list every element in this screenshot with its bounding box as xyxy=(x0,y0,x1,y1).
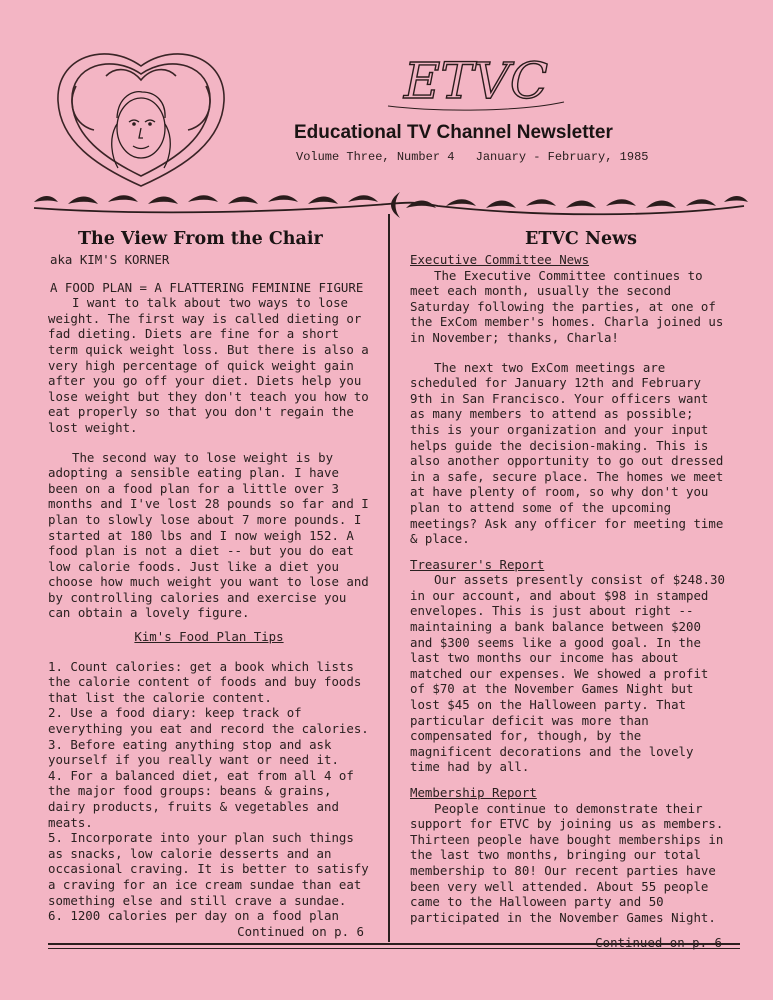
executive-committee-section xyxy=(410,252,728,547)
section-paragraph: The Executive Committee continues to meet each month, usually the second Saturday following the parties, at one of the ExCom member's homes. Charla joined us in November; thanks, Charla! xyxy=(410,267,724,345)
membership-section xyxy=(410,785,728,925)
continued-note: Continued on p. 6 xyxy=(237,923,364,939)
article-headline: A FOOD PLAN = A FLATTERING FEMININE FIGURE xyxy=(50,279,364,295)
section-paragraph: Our assets presently consist of $248.30 in our account, and about $98 in stamped envelopes. This is just about right -- maintaining a bank balance between $200 and $300 seems like a good goal. In the last two months our income has about matched our expenses. We showed a profit of $70 at the November Games Night but lost $45 on the Halloween party. That particular deficit was more than compensated for, though, by the magnificent decorations and the lovely time had by all. xyxy=(410,572,725,775)
bottom-rule xyxy=(48,943,740,945)
view-from-chair-heading: The View From the Chair xyxy=(78,229,323,249)
etvc-news-heading: ETVC News xyxy=(524,229,637,249)
section-title: Treasurer's Report xyxy=(410,556,545,572)
tip-item: 5. Incorporate into your plan such things as snacks, low calorie desserts and an occasional craving. It is better to satisfy a craving for an ice cream sundae than eat something else and still crave a sundae. xyxy=(48,830,369,908)
article-paragraph: The second way to lose weight is by adopting a sensible eating plan. I have been on a food plan for a little over 3 months and I've lost 28 pounds so far and I plan to slowly lose about 7 more pounds. I started at 180 lbs and I now weigh 152. A food plan is not a diet -- but you do eat low calorie foods. Just like a diet you choose how much weight you want to lose and by controlling calories and exercise you can obtain a lovely figure. xyxy=(48,449,369,621)
bottom-rule-thin xyxy=(48,948,740,949)
tip-item: 3. Before eating anything stop and ask yourself if you really want or need it. xyxy=(48,736,339,768)
etvc-logo-text: ETVC xyxy=(403,52,549,110)
article-paragraph: I want to talk about two ways to lose weight. The first way is called dieting or fad dieting. Diets are fine for a short term quick weight loss. But there is also a very high percentage of quick weight gain after you go off your diet. Diets help you lose weight but they don't teach you how to eat properly so that you don't regain the lost weight. xyxy=(48,295,369,435)
section-title: Membership Report xyxy=(410,785,537,800)
section-title: Executive Committee News xyxy=(410,252,590,267)
treasurer-section xyxy=(410,557,728,775)
volume-number: Volume Three, Number 4 xyxy=(296,150,455,164)
left-column xyxy=(48,226,370,939)
issue-date: January - February, 1985 xyxy=(475,150,649,164)
section-paragraph: People continue to demonstrate their support for ETVC by joining us as members. Thirteen people have bought memberships in the last two months, bringing our total membership to 80! Our recent parties have been very well attended. About 55 people came to the Halloween party and 50 participated in the November Games Night. xyxy=(410,800,724,925)
right-column xyxy=(410,226,728,951)
tips-heading: Kim's Food Plan Tips xyxy=(134,629,284,645)
section-paragraph: The next two ExCom meetings are scheduled for January 12th and February 9th in San Francisco. Your officers want as many members to attend as possible; this is your organization and your input helps guide the decision-making. This is also another opportunity to go out dressed in a safe, secure place. The homes we meet at have plenty of room, so why don't you plan to attend some of the upcoming meetings? Ask any officer for meeting time & place. xyxy=(410,359,724,547)
tip-item: 1. Count calories: get a book which lists the calorie content of foods and buy foods that list the calorie content. xyxy=(48,658,362,705)
column-alias: aka KIM'S KORNER xyxy=(50,252,170,267)
etvc-script-logo xyxy=(378,46,574,118)
tips-list xyxy=(48,659,370,924)
tip-item: 6. 1200 calories per day on a food plan xyxy=(48,908,339,924)
newsletter-title: Educational TV Channel Newsletter xyxy=(294,122,613,143)
column-divider xyxy=(388,214,390,942)
tip-item: 2. Use a food diary: keep track of everything you eat and record the calories. xyxy=(48,705,369,737)
tip-item: 4. For a balanced diet, eat from all 4 of the major food groups: beans & grains, dairy products, fruits & vegetables and meats. xyxy=(48,767,354,830)
issue-info xyxy=(296,150,716,164)
lady-portrait-logo xyxy=(46,46,236,196)
